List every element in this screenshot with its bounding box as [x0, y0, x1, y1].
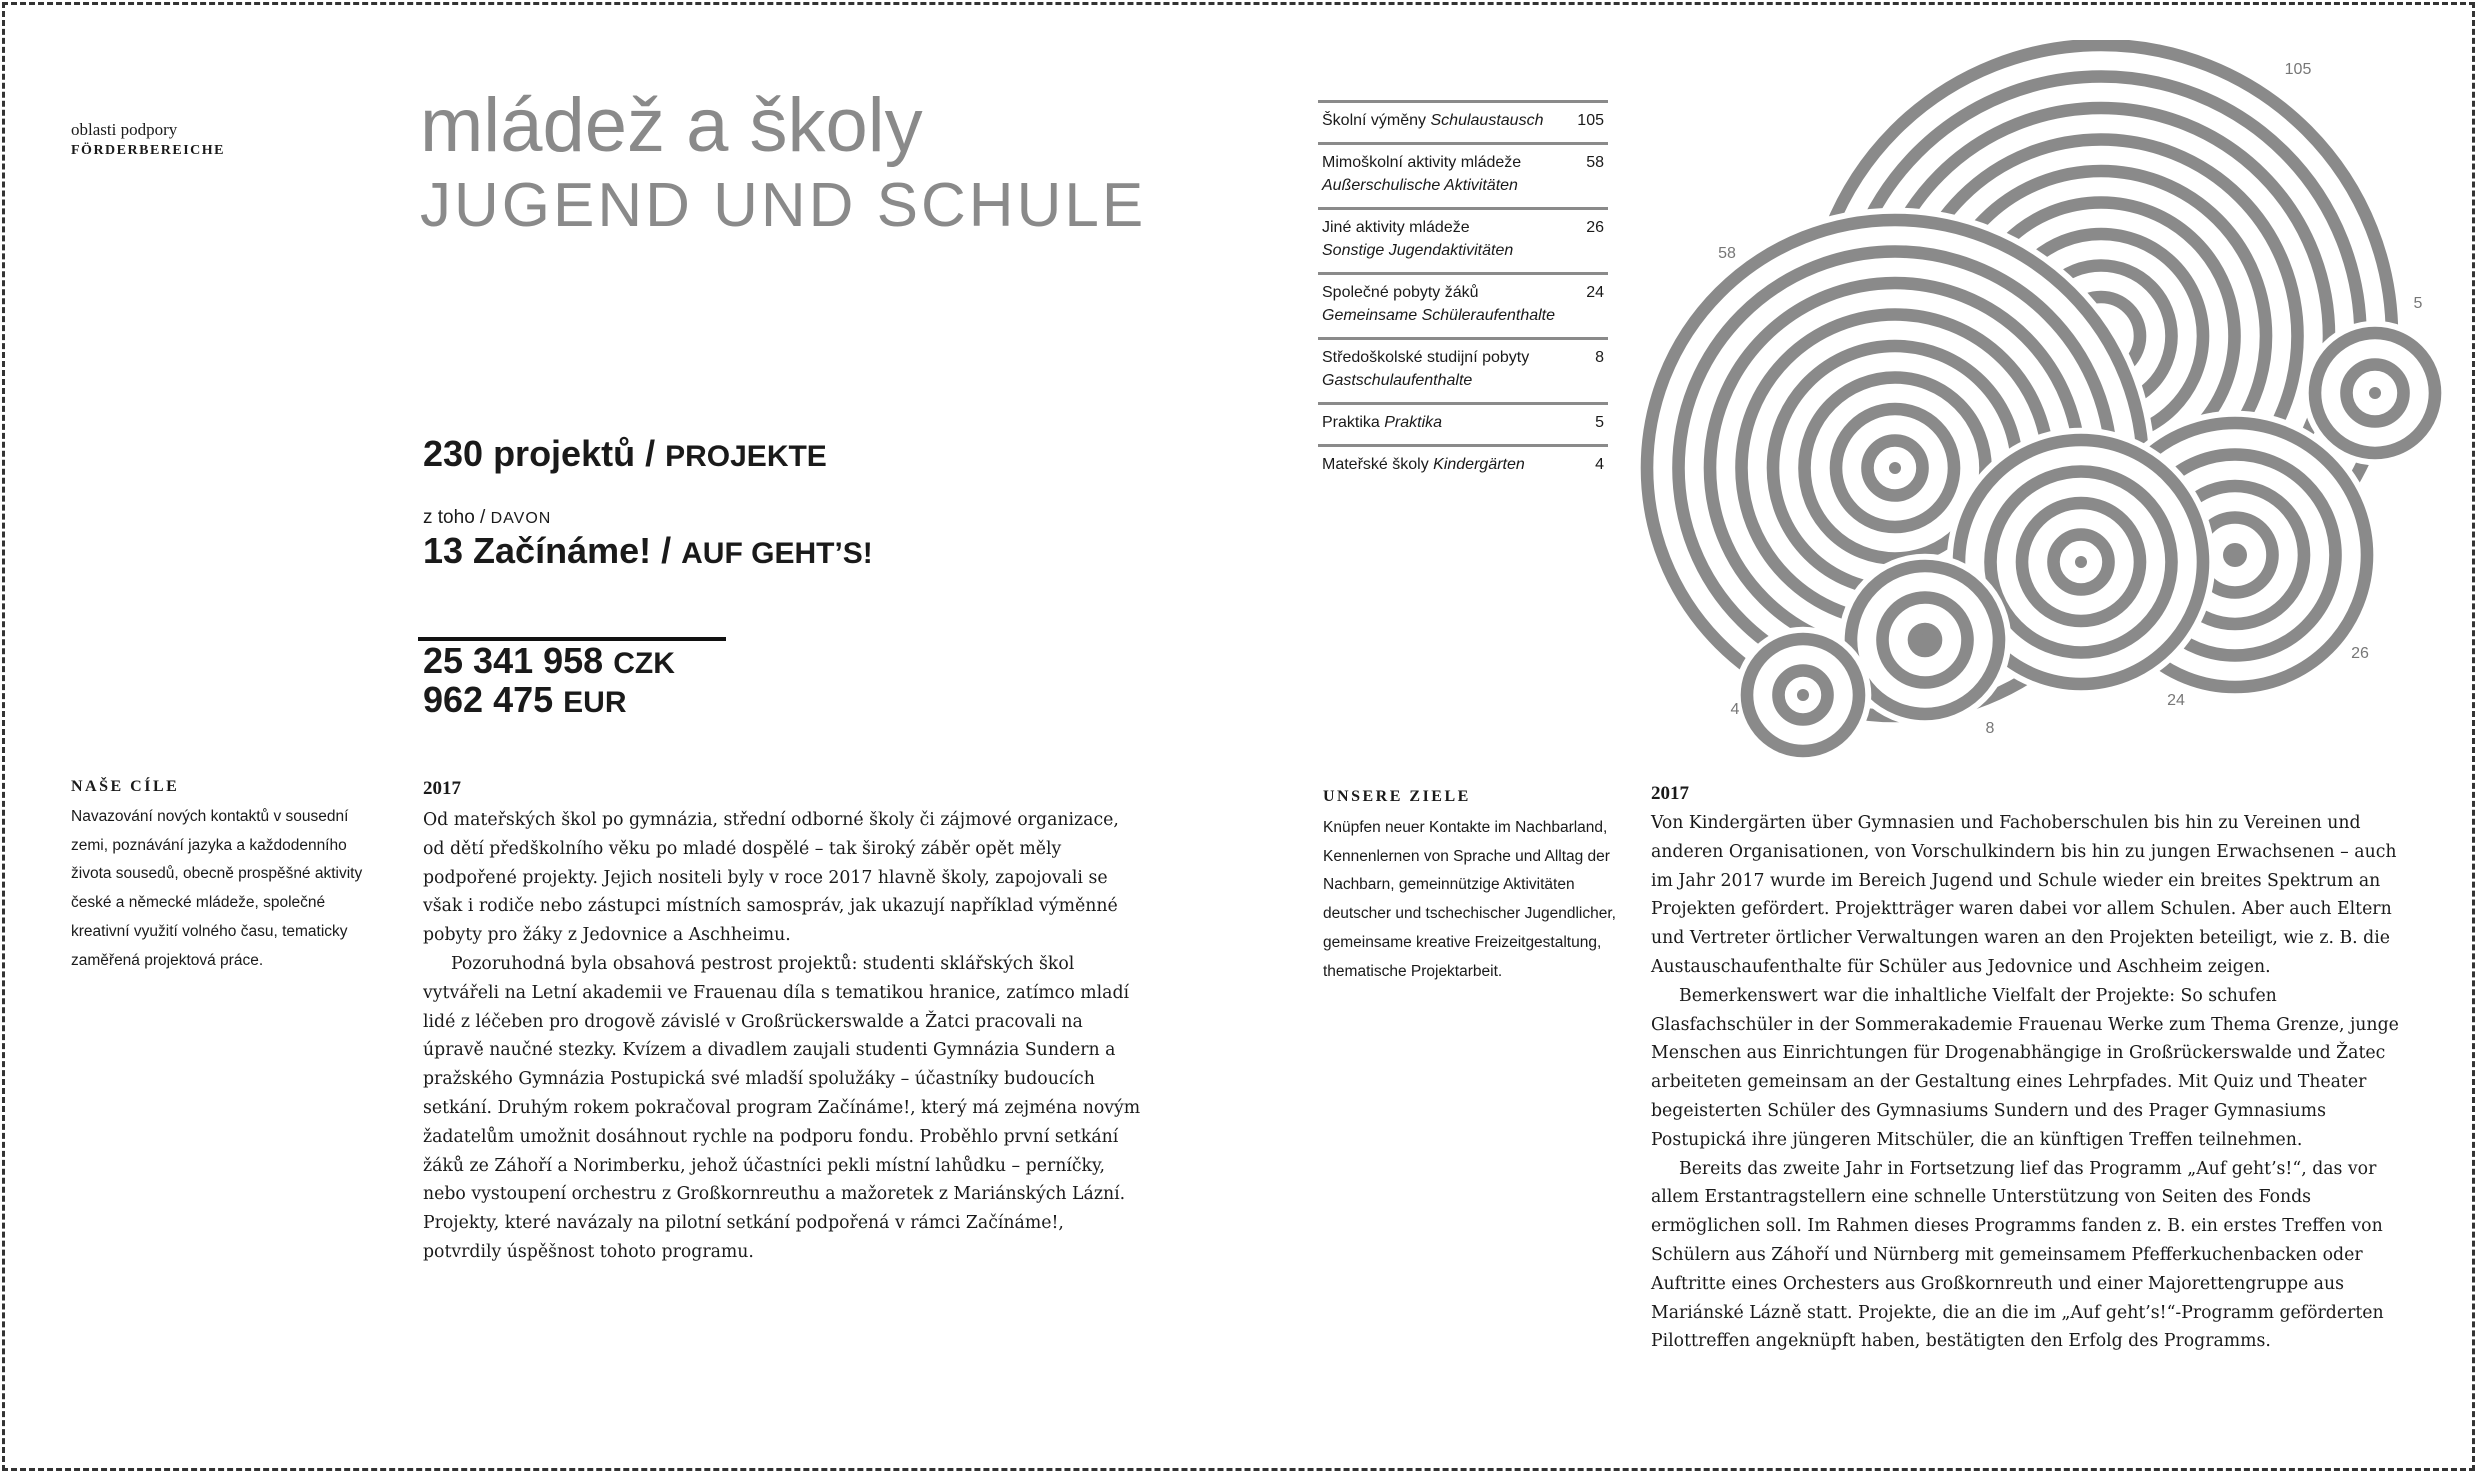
projects-count: 230 projektů / PROJEKTE	[423, 433, 827, 474]
legend-row	[1318, 339, 1608, 404]
paragraph: Bereits das zweite Jahr in Fortsetzung lief das Programm „Auf geht’s!“, das vor allem Erstantragstellern eine schnelle Unterstützung von Seiten des Fonds ermöglichen soll. Im Rahmen dieses Programms fanden z. B. ein erstes Treffen von Schülern aus Záhoří und Nürnberg mit gemeinsamem Pfefferkuchenbacken oder Auftritte eines Orchesters aus Großkornreuth und einer Majorettengruppe aus Mariánské Lázně statt. Projekte, die an die im „Auf geht’s!“-Programm geförderten Pilottreffen angeknüpft haben, bestätigten den Erfolg des Programms.	[1651, 1158, 2384, 1352]
legend-row	[1318, 144, 1608, 209]
page-title-cz: mládež a školy	[420, 83, 923, 168]
section-label-cz: oblasti podpory	[71, 120, 178, 139]
legend-count: 4	[1564, 446, 1608, 487]
legend-label: Praktika Praktika	[1318, 404, 1564, 446]
legend-label: Mateřské školy Kindergärten	[1318, 446, 1564, 487]
body-text-cz	[423, 806, 1141, 1267]
circle-group-4	[1735, 627, 1872, 760]
legend-label: Mimoškolní aktivity mládeže Außerschulische Aktivitäten	[1318, 144, 1564, 209]
year-heading-cz: 2017	[423, 778, 461, 799]
circle-label: 4	[1730, 701, 1740, 718]
circle-label: 105	[2284, 61, 2312, 78]
goals-text-de: Knüpfen neuer Kontakte im Nachbarland, Kennenlernen von Sprache und Alltag der Nachbarn, gemeinnützige Aktivitäten deutscher und tschechischer Jugendlicher, gemeinsame kreative Freizeitgestaltung, thematische Projektarbeit.	[1323, 819, 1616, 980]
paragraph: Pozoruhodná byla obsahová pestrost projektů: studenti sklářských škol vytvářeli na Letní akademii ve Frauenau díla s tematikou hranice, zatímco mladí lidé z léčeben pro drogově závislé v Großrückerswalde a Žatci pracovali na úpravě naučné stezky. Kvízem a divadlem zaujali studenti Gymnázia Sundern a pražského Gymnázia Postupická své mladší spolužáky – účastníky budoucích setkání. Druhým rokem pokračoval program Začínáme!, který má zejména novým žadatelům umožnit dosáhnout rychle na podporu fondu. Proběhlo první setkání žáků ze Záhoří a Norimberku, jehož účastníci pekli místní lahůdku – perníčky, nebo vystoupení orchestru z Großkornreuthu a mažoretek z Mariánských Lázní. Projekty, které navázaly na pilotní setkání podpořená v rámci Začínáme!, potvrdily úspěšnost tohoto programu.	[423, 953, 1141, 1262]
legend-count: 24	[1564, 274, 1608, 339]
body-text-de	[1651, 809, 2401, 1356]
paragraph: Bemerkenswert war die inhaltliche Vielfalt der Projekte: So schufen Glasfachschüler in der Sommerakademie Frauenau Werke zum Thema Grenze, junge Menschen aus Einrichtungen für Drogenabhängige in Großrückerswalde und Žatec arbeiteten gemeinsam an der Gestaltung eines Lehrpfades. Mit Quiz und Theater begeisterten Schüler des Gymnasiums Sundern und des Prager Gymnasiums Postupická ihre jüngeren Mitschüler, die an künftigen Treffen teilnehmen.	[1651, 985, 2399, 1150]
circle-label: 5	[2413, 295, 2423, 312]
goals-heading-cz: NAŠE CÍLE	[71, 778, 180, 795]
legend-count: 58	[1564, 144, 1608, 209]
legend-label: Školní výměny Schulaustausch	[1318, 102, 1564, 144]
paragraph: Von Kindergärten über Gymnasien und Fachoberschulen bis hin zu Vereinen und anderen Organisationen, von Vorschulkindern bis hin zu jungen Erwachsenen – auch im Jahr 2017 wurde im Bereich Jugend und Schule wieder ein breites Spektrum an Projekten gefördert. Projektträger waren dabei vor allem Schulen. Aber auch Eltern und Vertreter örtlicher Verwaltungen waren an den Projekten beteiligt, wie z. B. die Austauschaufenthalte für Schüler aus Jedovnice und Aschheim zeigen.	[1651, 813, 2397, 977]
circle-label: 26	[2351, 645, 2369, 662]
amount-eur: 962 475 EUR	[423, 679, 627, 720]
legend-count: 5	[1564, 404, 1608, 446]
page-title-de: JUGEND UND SCHULE	[420, 171, 1147, 240]
legend-row	[1318, 404, 1608, 446]
legend-table	[1318, 100, 1608, 486]
legend-row	[1318, 209, 1608, 274]
section-label-de: FÖRDERBEREICHE	[71, 143, 226, 158]
legend-label: Jiné aktivity mládeže Sonstige Jugendaktivitäten	[1318, 209, 1564, 274]
legend-row	[1318, 446, 1608, 487]
year-heading-de: 2017	[1651, 783, 1689, 804]
circle-label: 24	[2167, 692, 2185, 709]
legend-row	[1318, 274, 1608, 339]
goals-heading-de: UNSERE ZIELE	[1323, 788, 1471, 805]
paragraph: Od mateřských škol po gymnázia, střední odborné školy či zájmové organizace, od dětí předškolního věku po mladé dospělé – tak široký záběr opět měly podpořené projekty. Jejich nositeli byly v roce 2017 hlavně školy, zapojovali se však i rodiče nebo zástupci místních samospráv, jak ukazují například výměnné pobyty pro žáky z Jedovnice a Aschheimu.	[423, 810, 1119, 946]
legend-count: 8	[1564, 339, 1608, 404]
circle-group-5	[2303, 321, 2448, 466]
circle-label: 58	[1718, 245, 1736, 262]
amount-czk: 25 341 958 CZK	[423, 640, 675, 681]
legend-row	[1318, 102, 1608, 144]
legend-label: Středoškolské studijní pobyty Gastschulaufenthalte	[1318, 339, 1564, 404]
zaciname-count: 13 Začínáme! / AUF GEHT’S!	[423, 530, 873, 571]
circle-label: 8	[1985, 720, 1995, 737]
goals-text-cz: Navazování nových kontaktů v sousední zemi, poznávání jazyka a každodenního života sousedů, obecně prospěšné aktivity české a německé mládeže, společné kreativní využití volného času, tematicky zaměřená projektová práce.	[71, 808, 363, 969]
legend-count: 26	[1564, 209, 1608, 274]
legend-label: Společné pobyty žáků Gemeinsame Schüleraufenthalte	[1318, 274, 1564, 339]
legend-count: 105	[1564, 102, 1608, 144]
of-which-label: z toho / DAVON	[423, 507, 552, 528]
concentric-circles-chart	[1620, 40, 2460, 760]
